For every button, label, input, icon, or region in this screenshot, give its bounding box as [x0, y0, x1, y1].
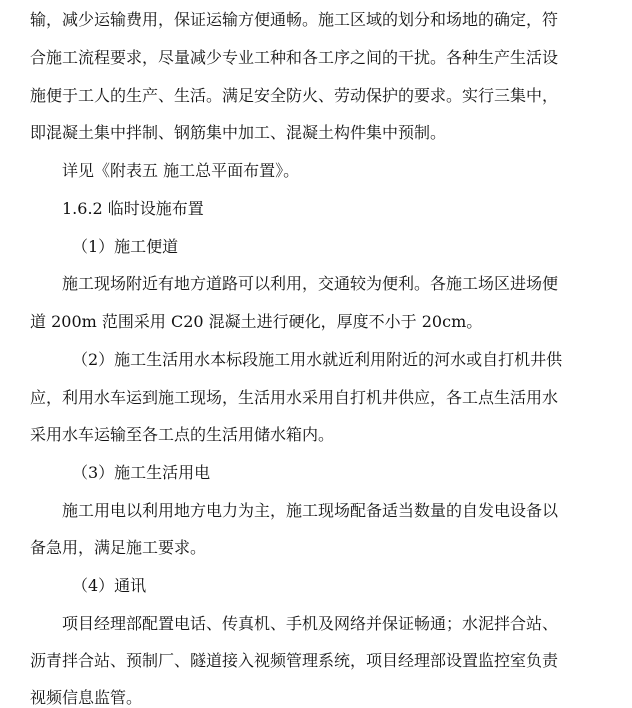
section-heading: 1.6.2 临时设施布置	[62, 199, 204, 218]
subsection-2-line-1: 应，利用水车运到施工现场，生活用水采用自打机井供应，各工点生活用水	[30, 388, 559, 407]
subsection-1-line-1: 施工现场附近有地方道路可以利用，交通较为便利。各施工场区进场便	[62, 274, 559, 293]
subsection-2-line-2: 采用水车运输至各工点的生活用储水箱内。	[30, 425, 335, 444]
subsection-4-line-2: 沥青拌合站、预制厂、隧道接入视频管理系统，项目经理部设置监控室负责	[30, 651, 559, 670]
subsection-3-heading: （3）施工生活用电	[72, 463, 211, 482]
reference-line: 详见《附表五 施工总平面布置》。	[62, 161, 300, 180]
subsection-4-line-1: 项目经理部配置电话、传真机、手机及网络并保证畅通；水泥拌合站、	[62, 614, 559, 633]
paragraph-1-line-4: 即混凝土集中拌制、钢筋集中加工、混凝土构件集中预制。	[30, 123, 447, 142]
subsection-2-heading: （2）施工生活用水本标段施工用水就近利用附近的河水或自打机井供	[72, 350, 563, 369]
paragraph-1-line-3: 施便于工人的生产、生活。满足安全防火、劳动保护的要求。实行三集中，	[30, 86, 559, 105]
subsection-3-line-2: 备急用，满足施工要求。	[30, 538, 207, 557]
subsection-1-line-2: 道 200m 范围采用 C20 混凝土进行硬化，厚度不小于 20cm。	[30, 312, 483, 331]
subsection-3-line-1: 施工用电以利用地方电力为主，施工现场配备适当数量的自发电设备以	[62, 501, 559, 520]
subsection-4-heading: （4）通讯	[72, 576, 147, 595]
subsection-1-heading: （1）施工便道	[72, 237, 179, 256]
paragraph-1-line-2: 合施工流程要求，尽量减少专业工种和各工序之间的干扰。各种生产生活设	[30, 48, 559, 67]
subsection-4-line-3: 视频信息监管。	[30, 688, 143, 707]
paragraph-1-line-1: 输，减少运输费用，保证运输方便通畅。施工区域的划分和场地的确定，符	[30, 10, 559, 29]
